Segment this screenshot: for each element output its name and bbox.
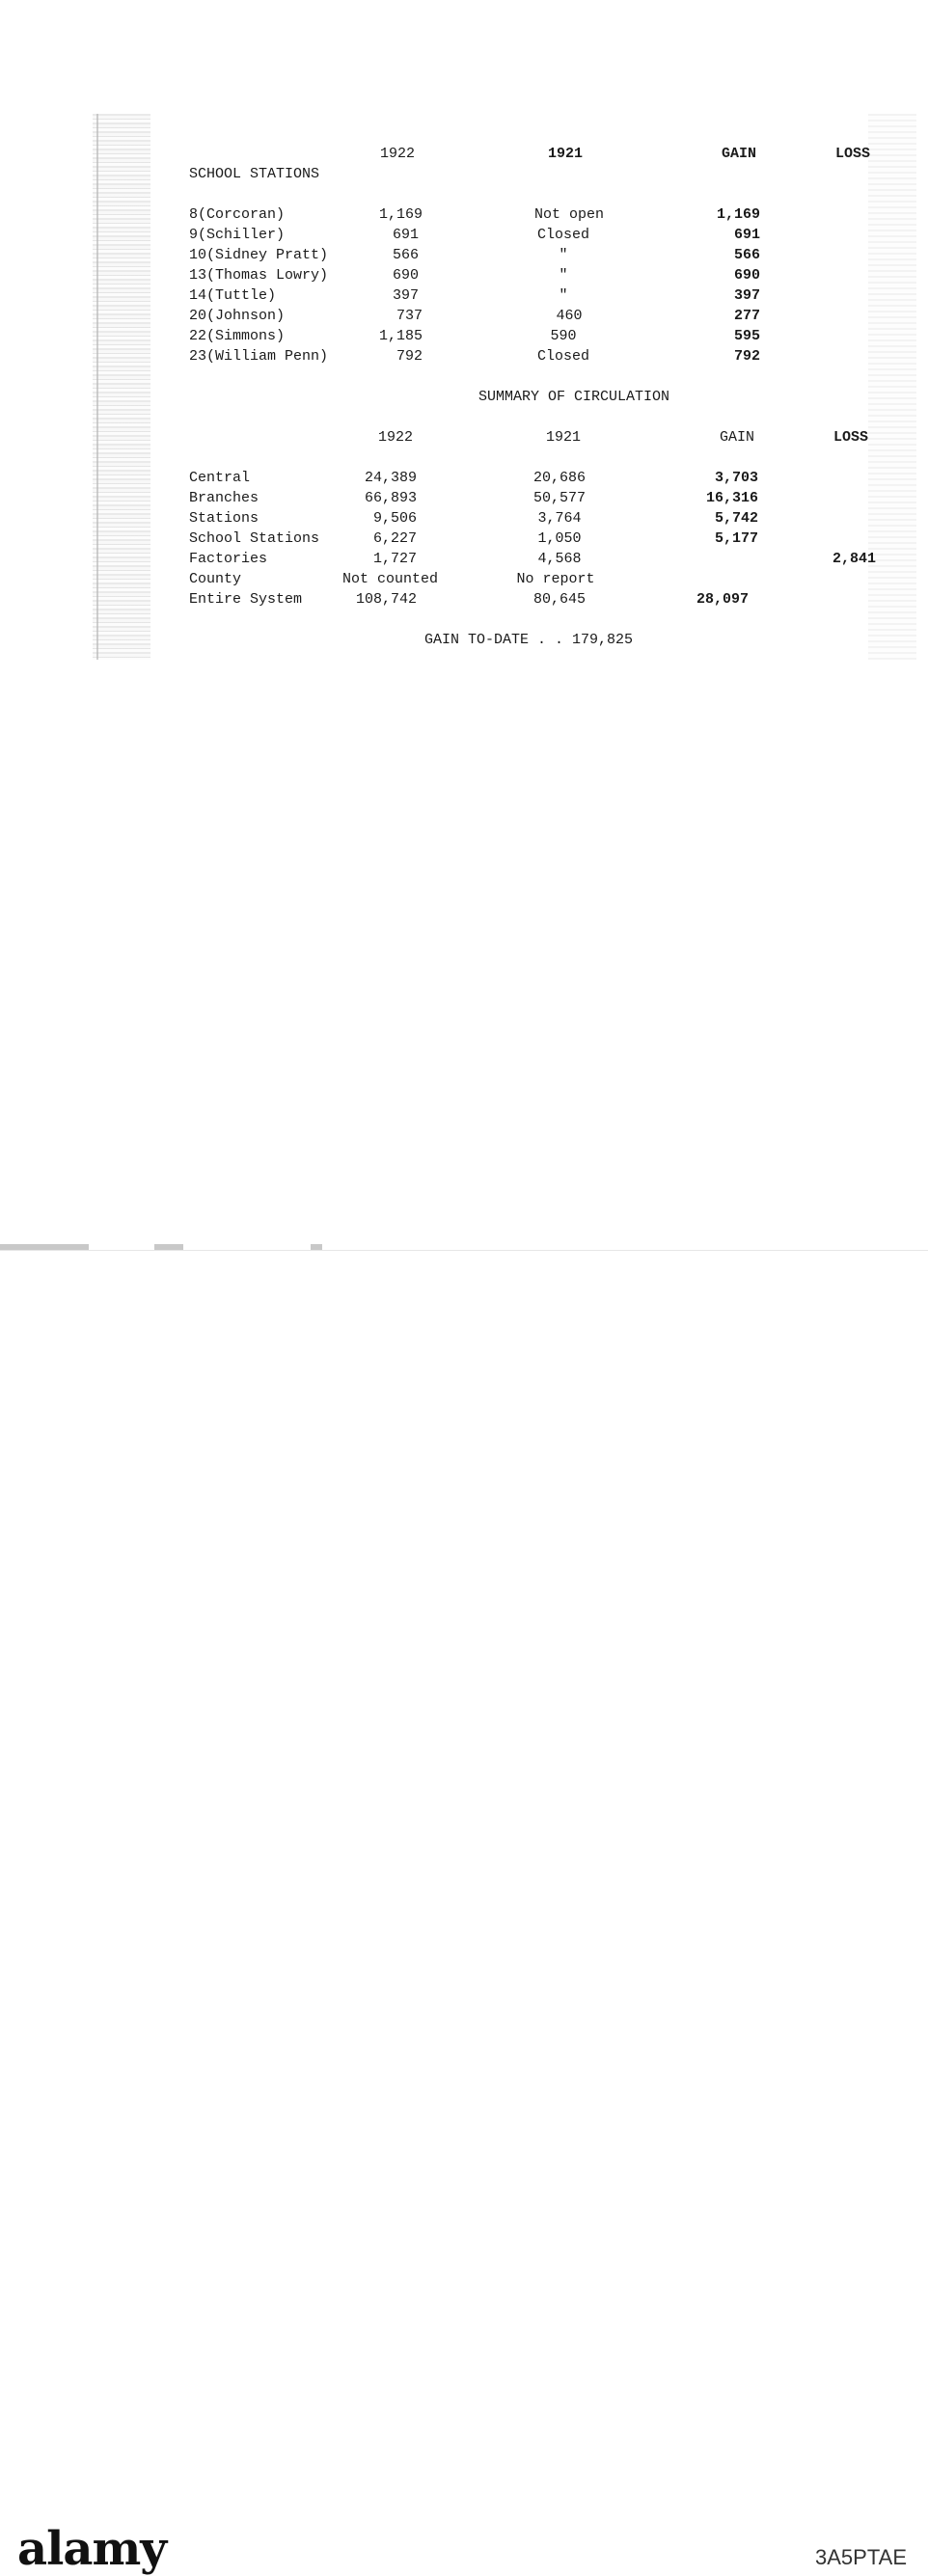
- image-id: 3A5PTAE: [815, 2545, 907, 2569]
- row-1921: Closed: [536, 348, 589, 365]
- row-gain: 3,703: [714, 470, 758, 486]
- ss-col-1921: 1921: [548, 146, 584, 162]
- row-1921: 50,577: [532, 490, 586, 506]
- row-1922: 737: [396, 308, 423, 324]
- row-1922: 66,893: [364, 490, 417, 506]
- row-1921: Not open: [533, 206, 604, 223]
- row-name: 8(Corcoran): [189, 206, 286, 223]
- document-page: [0, 0, 928, 1250]
- row-1921: ": [559, 287, 568, 304]
- stock-footer: [0, 1250, 928, 2576]
- school-stations-heading: SCHOOL STATIONS: [189, 166, 320, 182]
- row-gain: 277: [733, 308, 760, 324]
- row-1922: 691: [392, 227, 419, 243]
- row-1921: 460: [556, 308, 583, 324]
- row-1922: 24,389: [364, 470, 417, 486]
- ss-col-loss: LOSS: [835, 146, 871, 162]
- gain-to-date: GAIN TO-DATE . . 179,825: [424, 632, 634, 648]
- row-name: County: [189, 571, 242, 587]
- row-gain: 566: [733, 247, 760, 263]
- sum-col-loss: LOSS: [833, 429, 869, 446]
- row-name: Branches: [189, 490, 259, 506]
- row-name: Factories: [189, 551, 268, 567]
- row-gain: 5,742: [714, 510, 758, 527]
- row-1922: 1,169: [378, 206, 423, 223]
- row-gain: 792: [733, 348, 760, 365]
- row-1922: 6,227: [372, 530, 417, 547]
- row-name: 10(Sidney Pratt): [189, 247, 329, 263]
- scan-shadow-right: [868, 114, 916, 660]
- row-name: 13(Thomas Lowry): [189, 267, 329, 284]
- row-1922: 1,727: [372, 551, 417, 567]
- alamy-logo: alamy: [17, 2522, 167, 2576]
- row-1921: 80,645: [532, 591, 586, 608]
- row-gain: 16,316: [705, 490, 758, 506]
- row-1922: 9,506: [372, 510, 417, 527]
- row-name: Entire System: [189, 591, 303, 608]
- row-1922: 1,185: [378, 328, 423, 344]
- row-name: 9(Schiller): [189, 227, 286, 243]
- row-name: Stations: [189, 510, 259, 527]
- row-gain: 690: [733, 267, 760, 284]
- row-name: 20(Johnson): [189, 308, 286, 324]
- row-loss: 2,841: [832, 551, 876, 567]
- row-name: 23(William Penn): [189, 348, 329, 365]
- row-gain: 691: [733, 227, 760, 243]
- row-name: 14(Tuttle): [189, 287, 277, 304]
- row-gain: 28,097: [696, 591, 749, 608]
- row-name: Central: [189, 470, 251, 486]
- row-1922: 397: [392, 287, 419, 304]
- row-1922: 566: [392, 247, 419, 263]
- row-1921: 590: [550, 328, 577, 344]
- row-1921: 20,686: [532, 470, 586, 486]
- row-1922: Not counted: [341, 571, 438, 587]
- row-gain: 397: [733, 287, 760, 304]
- row-name: School Stations: [189, 530, 320, 547]
- sum-col-gain: GAIN: [720, 429, 755, 446]
- ss-col-1922: 1922: [380, 146, 416, 162]
- row-1921: 4,568: [537, 551, 582, 567]
- row-1921: ": [559, 247, 568, 263]
- scan-edge-line: [96, 114, 98, 660]
- summary-heading: SUMMARY OF CIRCULATION: [478, 389, 670, 405]
- row-1921: ": [559, 267, 568, 284]
- row-1921: 1,050: [537, 530, 582, 547]
- row-1921: Closed: [536, 227, 589, 243]
- ss-col-gain: GAIN: [722, 146, 757, 162]
- row-gain: 5,177: [714, 530, 758, 547]
- row-gain: 595: [733, 328, 760, 344]
- row-1921: 3,764: [537, 510, 582, 527]
- sum-col-1922: 1922: [378, 429, 414, 446]
- scan-shadow-left: [93, 114, 150, 660]
- sum-col-1921: 1921: [546, 429, 582, 446]
- row-1922: 690: [392, 267, 419, 284]
- row-1922: 108,742: [355, 591, 417, 608]
- row-name: 22(Simmons): [189, 328, 286, 344]
- row-gain: 1,169: [716, 206, 760, 223]
- row-1922: 792: [396, 348, 423, 365]
- row-1921: No report: [516, 571, 595, 587]
